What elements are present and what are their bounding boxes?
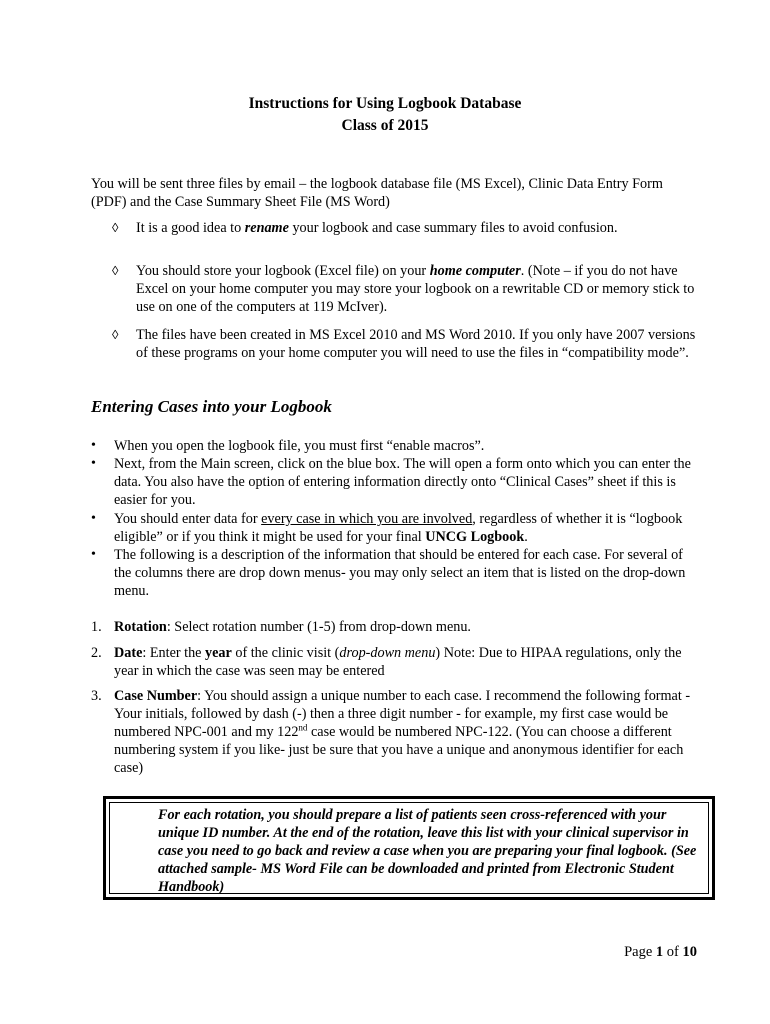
item-text: Date: Enter the year of the clinic visit (drop-down menu) Note: Due to HIPAA regulations, only the year in which the case was seen may be entered <box>114 645 682 679</box>
bullet-icon: • <box>91 547 96 562</box>
item-number: 3. <box>91 688 102 704</box>
item-number: 1. <box>91 619 102 635</box>
section-heading: Entering Cases into your Logbook <box>91 397 332 416</box>
note-text: It is a good idea to rename your logbook and case summary files to avoid confusion. <box>136 220 618 236</box>
note-text: You should store your logbook (Excel file) on your home computer. (Note – if you do not have Excel on your home computer you may store your logbook on a rewritable CD or memory stick to use on one of the computers at 119 McIver). <box>136 263 695 315</box>
bullet-text: Next, from the Main screen, click on the blue box. The will open a form onto which you can enter the data. You also have the option of entering information directly onto “Clinical Cases” sheet if this is easier for you. <box>114 456 691 508</box>
intro-paragraph: You will be sent three files by email – the logbook database file (MS Excel), Clinic Data Entry Form (PDF) and the Case Summary Sheet File (MS Word) <box>91 176 663 210</box>
callout-box <box>103 796 715 900</box>
diamond-icon: ◊ <box>112 220 119 235</box>
bullet-text: You should enter data for every case in which you are involved, regardless of whether it is “logbook eligible” or if you think it might be used for your final UNCG Logbook. <box>114 511 683 545</box>
diamond-icon: ◊ <box>112 327 119 342</box>
callout-text: For each rotation, you should prepare a list of patients seen cross-referenced with your unique ID number. At the end of the rotation, leave this list with your clinical supervisor in case you need to go back and review a case when you are preparing your final logbook. (See attached sample- MS Word File can be downloaded and printed from Electronic Student Handbook) <box>158 807 697 895</box>
item-number: 2. <box>91 645 102 661</box>
document-title: Instructions for Using Logbook Database <box>248 95 522 112</box>
item-text: Case Number: You should assign a unique number to each case. I recommend the following format - Your initials, followed by dash (-) then a three digit number - for example, my first case would be numbered NPC-001 and my 122nd case would be numbered NPC-122. (You can choose a different numbering system if you like- just be sure that you have a unique and anonymous identifier for each case) <box>114 688 691 776</box>
document-subtitle: Class of 2015 <box>341 117 429 134</box>
page-number: Page 1 of 10 <box>624 944 697 960</box>
bullet-text: The following is a description of the information that should be entered for each case. For several of the columns there are drop down menus- you may only select an item that is listed on the drop-down menu. <box>114 547 686 599</box>
bullet-icon: • <box>91 438 96 453</box>
bullet-icon: • <box>91 456 96 471</box>
bullet-text: When you open the logbook file, you must first “enable macros”. <box>114 438 485 454</box>
diamond-icon: ◊ <box>112 263 119 278</box>
item-text: Rotation: Select rotation number (1-5) from drop-down menu. <box>114 619 471 635</box>
note-text: The files have been created in MS Excel 2010 and MS Word 2010. If you only have 2007 versions of these programs on your home computer you will need to use the files in “compatibility mode”. <box>136 327 696 361</box>
bullet-icon: • <box>91 511 96 526</box>
